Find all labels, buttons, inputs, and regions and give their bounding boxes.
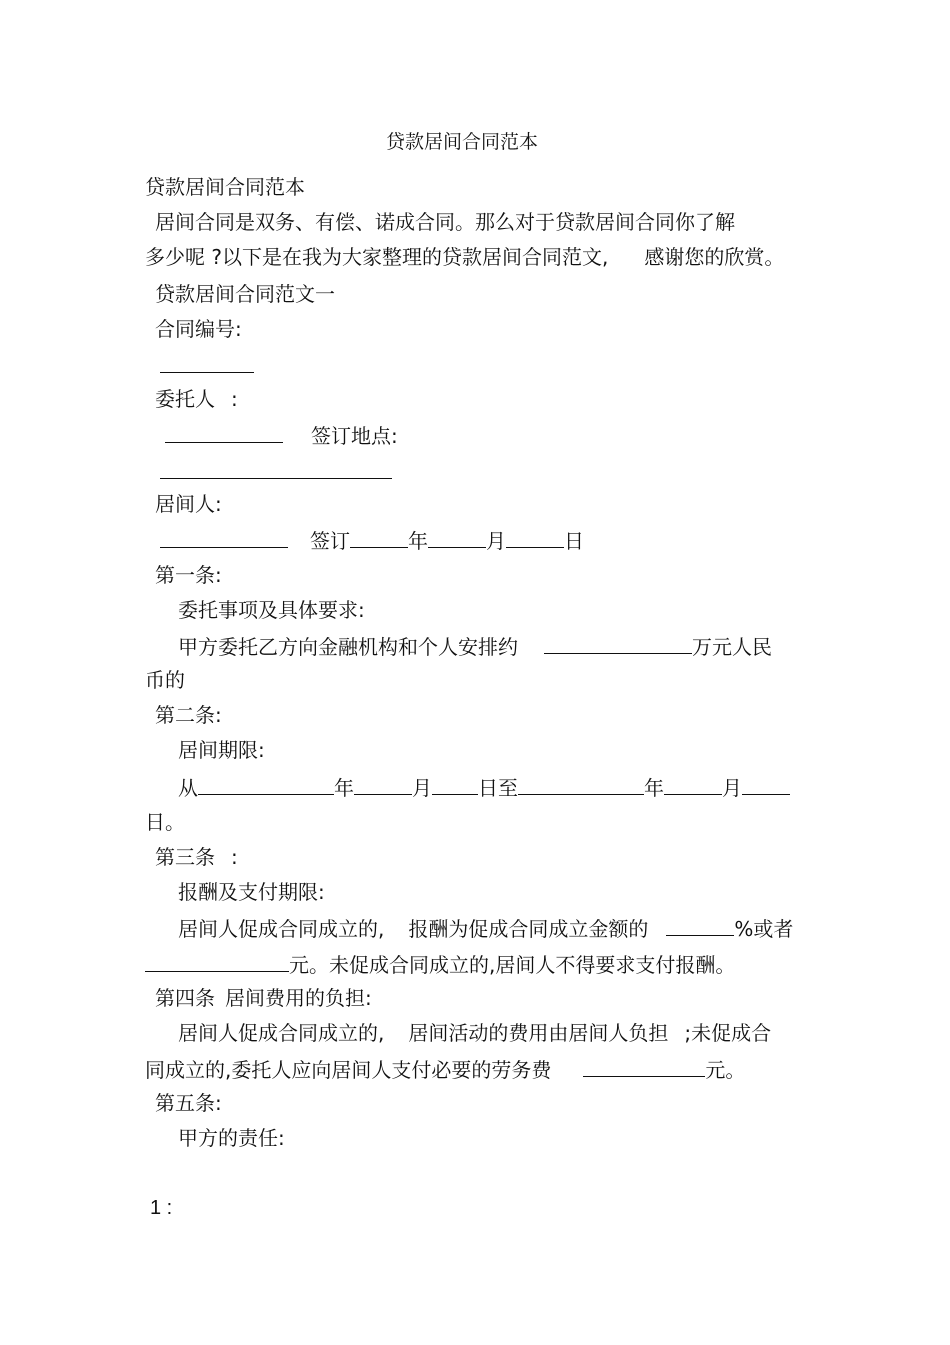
year-label: 年 (644, 776, 664, 800)
broker-sign-date-line (160, 527, 584, 553)
intro-line-2-b: 感谢您的欣赏。 (644, 245, 785, 269)
sign-label: 签订 (310, 529, 350, 553)
article-1-text-cont: 币的 (145, 668, 185, 692)
article-3-colon: : (231, 845, 238, 869)
article-3-text-d: 元。未促成合同成立的,居间人不得要求支付报酬。 (289, 953, 736, 977)
day-to-label: 日至 (478, 776, 518, 800)
article-1-text-b: 万元人民 (692, 635, 772, 659)
contract-number-blank (160, 352, 254, 378)
intro-line-1: 居间合同是双务、有偿、诺成合同。那么对于贷款居间合同你了解 (155, 210, 735, 234)
article-3-text-b: 报酬为促成合同成立金额的 (408, 917, 649, 941)
document-heading: 贷款居间合同范本 (145, 175, 305, 199)
article-4: 第四条 (155, 986, 215, 1010)
client-sign-place-line (165, 422, 398, 448)
article-4-text-cont (145, 1056, 745, 1082)
article-3-subtitle: 报酬及支付期限: (178, 880, 325, 904)
article-3-text-a: 居间人促成合同成立的, (178, 917, 385, 941)
article-1-text (178, 633, 772, 659)
article-4-text-b: 居间活动的费用由居间人负担 (408, 1021, 669, 1045)
broker-label: 居间人: (155, 492, 222, 516)
article-3-text-c: %或者 (734, 917, 794, 941)
article-4-text-a: 居间人促成合同成立的, (178, 1021, 385, 1045)
client-label: 委托人 (155, 387, 215, 411)
article-1-text-a: 甲方委托乙方向金融机构和个人安排约 (178, 635, 518, 659)
article-2-subtitle: 居间期限: (178, 738, 265, 762)
article-3-line (155, 845, 238, 869)
article-3-text-cont (145, 951, 735, 977)
article-2: 第二条: (155, 703, 222, 727)
month-label: 月 (486, 529, 506, 553)
article-5: 第五条: (155, 1091, 222, 1115)
article-4-text-d: 同成立的,委托人应向居间人支付必要的劳务费 (145, 1058, 552, 1082)
intro-line-2-a: 多少呢 ?以下是在我为大家整理的贷款居间合同范文, (145, 245, 609, 269)
item-1: 1 : (150, 1197, 173, 1219)
intro-line-2 (145, 245, 784, 269)
year-label: 年 (408, 529, 428, 553)
article-4-text (178, 1021, 771, 1045)
article-2-end: 日。 (145, 810, 185, 834)
client-line (155, 387, 238, 411)
month-label: 月 (412, 776, 432, 800)
broker-blank (160, 527, 288, 548)
article-3-text (178, 915, 793, 941)
article-2-period-line (178, 774, 790, 800)
page-title: 贷款居间合同范本 (386, 131, 539, 153)
article-4-text-c: ;未促成合 (684, 1021, 772, 1045)
client-colon: : (231, 387, 238, 411)
from-label: 从 (178, 776, 198, 800)
article-4-title: 居间费用的负担: (225, 986, 372, 1010)
article-4-text-e: 元。 (705, 1058, 746, 1082)
article-1-subtitle: 委托事项及具体要求: (178, 598, 365, 622)
article-1: 第一条: (155, 563, 222, 587)
article-5-subtitle: 甲方的责任: (178, 1126, 285, 1150)
contract-number-label: 合同编号: (155, 317, 242, 341)
year-label: 年 (334, 776, 354, 800)
sign-place-label: 签订地点: (311, 424, 398, 448)
day-label: 日 (564, 529, 584, 553)
client-blank (165, 422, 283, 443)
sign-place-blank (160, 458, 392, 484)
sample-title: 贷款居间合同范文一 (155, 282, 335, 306)
article-3: 第三条 (155, 845, 215, 869)
article-4-line (155, 986, 372, 1010)
month-label: 月 (722, 776, 742, 800)
